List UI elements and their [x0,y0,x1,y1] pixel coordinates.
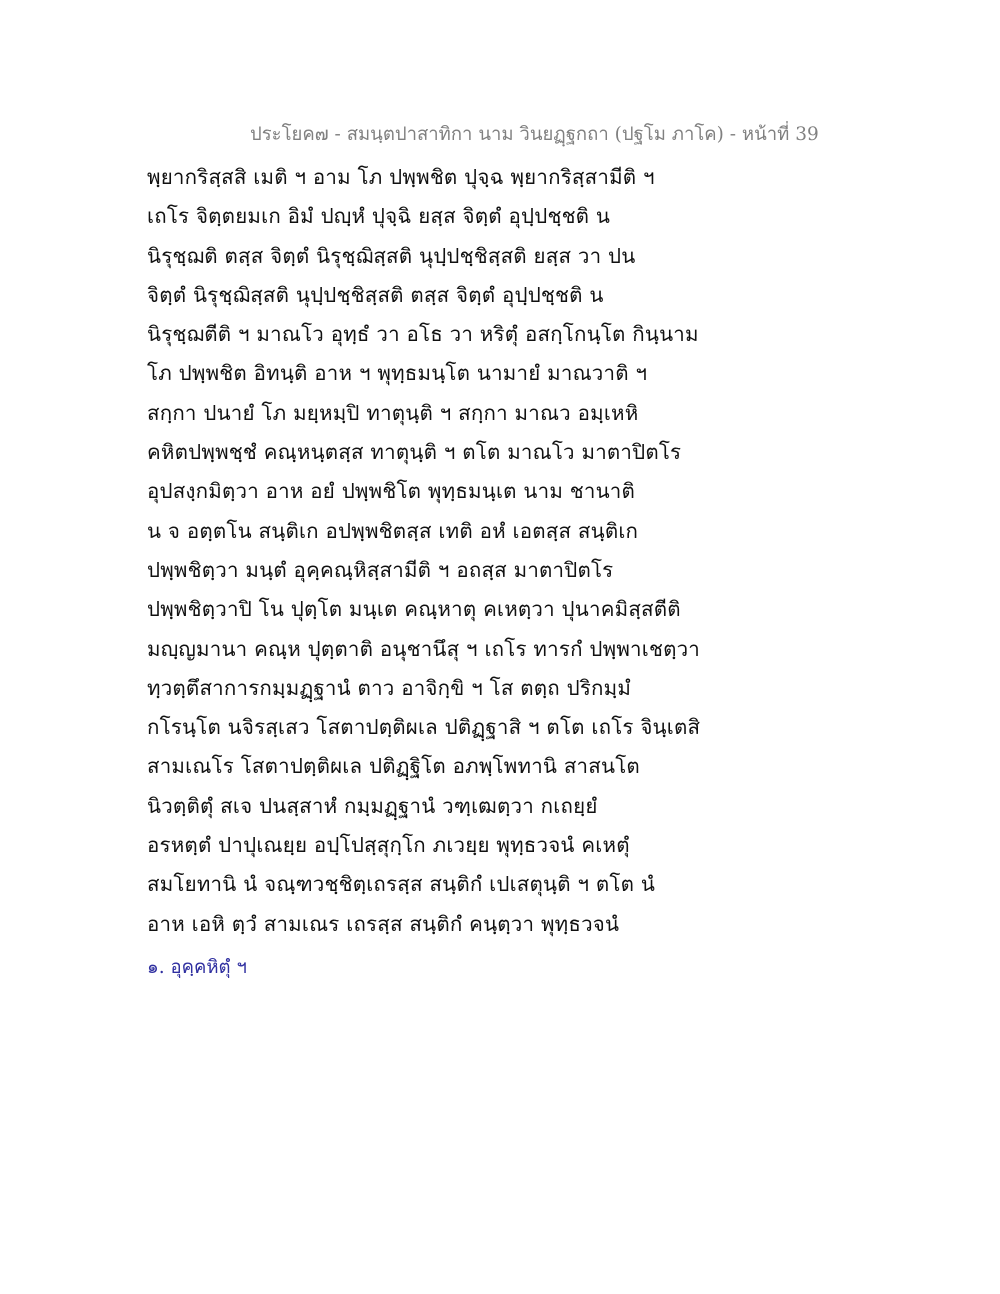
body-text [147,158,701,944]
text-line: อรหตฺตํ ปาปุเณยฺย อปฺโปสฺสุกฺโก ภเวยฺย พุทฺธวจนํ คเหตุํ [147,833,630,858]
text-line: สมโยทานิ นํ จณฺฑวชฺชิตฺเถรสฺส สนฺติกํ เปเสตุนฺติ ฯ ตโต นํ [147,872,656,897]
text-line: นิวตฺติตุํ สเจ ปนสฺสาหํ กมฺมฏฺฐานํ วฑฺเฒตฺวา กเถยฺยํ [147,793,598,818]
text-line: สามเณโร โสตาปตฺติผเล ปติฏฺฐิโต อภพฺโพทานิ สาสนโต [147,754,640,779]
text-line: โภ ปพฺพชิต อิทนฺติ อาห ฯ พุทฺธมนฺโต นามายํ มาณวาติ ฯ [147,361,648,386]
text-line: ปพฺพชิตฺวา มนฺตํ อุคฺคณฺหิสฺสามีติ ฯ อถสฺส มาตาปิตโร [147,557,614,582]
text-line: นิรุชฺฌตีติ ฯ มาณโว อุทฺธํ วา อโธ วา หริตุํ อสกฺโกนฺโต กินฺนาม [147,322,699,347]
text-line: สกฺกา ปนายํ โภ มยฺหมฺปิ ทาตุนฺติ ฯ สกฺกา มาณว อมฺเหหิ [147,400,639,425]
text-line: เถโร จิตฺตยมเก อิมํ ปญฺหํ ปุจฺฉิ ยสฺส จิตฺตํ อุปฺปชฺชติ น [147,204,611,229]
footnote: ๑. อุคฺคหิตุํ ฯ [147,957,247,978]
text-line: มญฺญมานา คณฺห ปุตฺตาติ อนุชานึสุ ฯ เถโร ทารกํ ปพฺพาเชตฺวา [147,636,701,661]
text-line: ปพฺพชิตฺวาปิ โน ปุตฺโต มนฺเต คณฺหาตุ คเหตฺวา ปุนาคมิสฺสตีติ [147,597,681,622]
text-line: คหิตปพฺพชฺชํ คณฺหนฺตสฺส ทาตุนฺติ ฯ ตโต มาณโว มาตาปิตโร [147,440,682,465]
text-line: จิตฺตํ นิรุชฺฌิสฺสติ นุปฺปชฺชิสฺสติ ตสฺส จิตฺตํ อุปฺปชฺชติ น [147,282,604,307]
text-line: อุปสงฺกมิตฺวา อาห อยํ ปพฺพชิโต พุทฺธมนฺเต นาม ชานาติ [147,479,636,504]
text-line: น จ อตฺตโน สนฺติเก อปพฺพชิตสฺส เทติ อหํ เอตสฺส สนฺติเก [147,518,639,543]
text-line: กโรนฺโต นจิรสฺเสว โสตาปตฺติผเล ปติฏฺฐาสิ ฯ ตโต เถโร จินฺเตสิ [147,715,701,740]
text-line: อาห เอหิ ตฺวํ สามเณร เถรสฺส สนฺติกํ คนฺตฺวา พุทฺธวจนํ [147,911,620,936]
text-line: นิรุชฺฌติ ตสฺส จิตฺตํ นิรุชฺฌิสฺสติ นุปฺปชฺชิสฺสติ ยสฺส วา ปน [147,243,636,268]
page-header: ประโยค๗ - สมนฺตปาสาทิกา นาม วินยฏฺฐกถา (ปฐโม ภาโค) - หน้าที่ 39 [250,124,819,145]
text-line: ทฺวตฺตึสาการกมฺมฏฺฐานํ ตาว อาจิกฺขิ ฯ โส ตตฺถ ปริกมฺมํ [147,675,632,700]
text-line: พฺยากริสฺสสิ เมติ ฯ อาม โภ ปพฺพชิต ปุจฺฉ พฺยากริสฺสามีติ ฯ [147,165,655,189]
